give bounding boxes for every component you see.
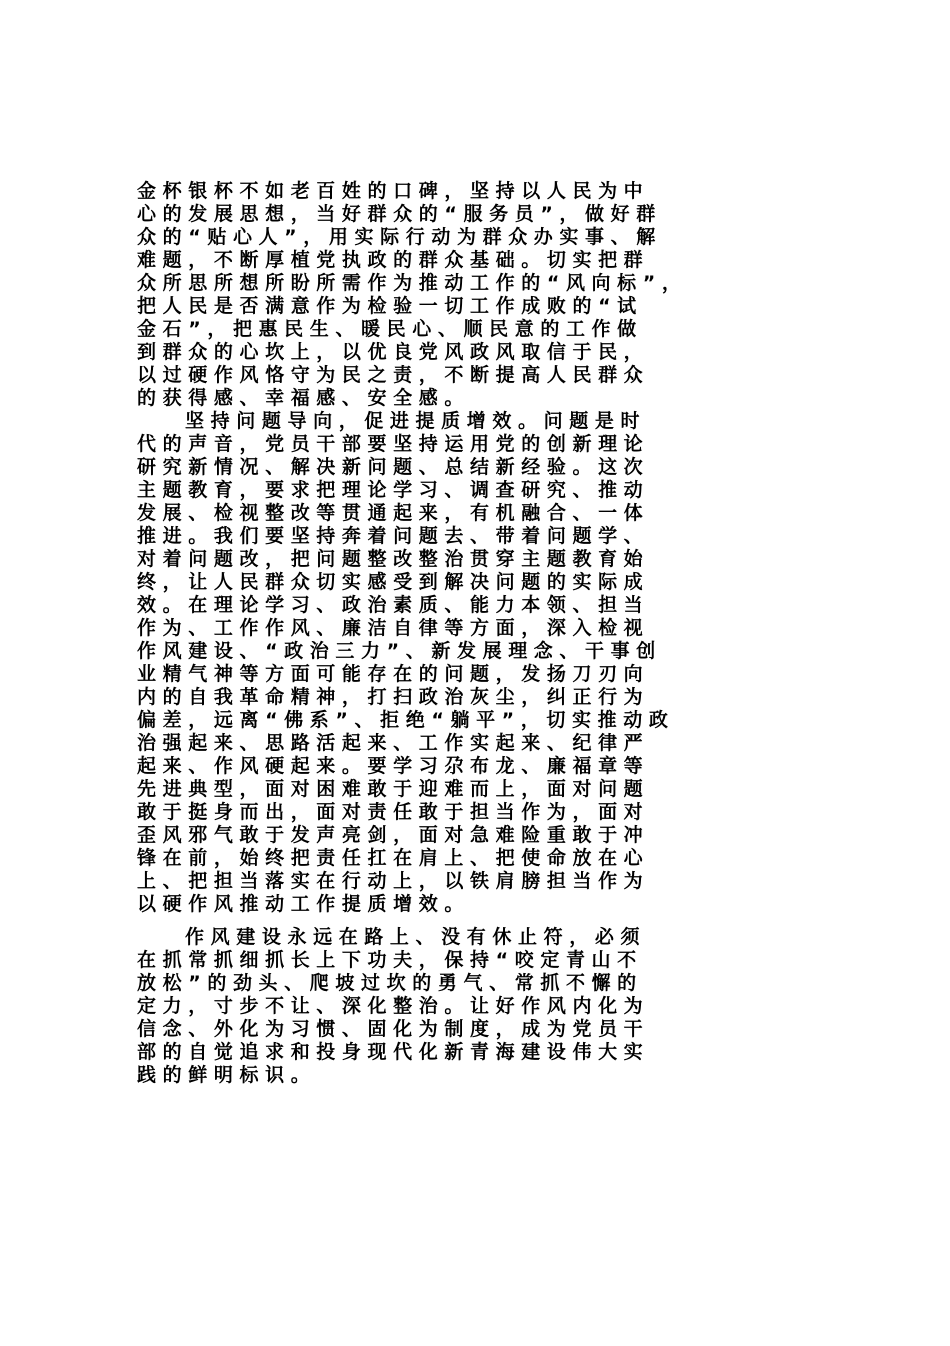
text-line: 内 的 自 我 革 命 精 神 ， 打 扫 政 治 灰 尘 ， 纠 正 行 为: [137, 686, 643, 708]
text-line: 业 精 气 神 等 方 面 可 能 存 在 的 问 题 ， 发 扬 刀 刃 向: [137, 663, 643, 685]
text-line: 信 念 、 外 化 为 习 惯 、 固 化 为 制 度 ， 成 为 党 员 干: [137, 1018, 643, 1040]
paragraph-first-line: 作 风 建 设 永 远 在 路 上 、 没 有 休 止 符 ， 必 须: [185, 926, 640, 948]
text-line: 研 究 新 情 况 、 解 决 新 问 题 、 总 结 新 经 验 。 这 次: [137, 456, 643, 478]
text-line: 放 松 ” 的 劲 头 、 爬 坡 过 坎 的 勇 气 、 常 抓 不 懈 的: [137, 972, 637, 994]
text-line: 的 获 得 感 、 幸 福 感 、 安 全 感 。: [137, 387, 464, 409]
text-line: 在 抓 常 抓 细 抓 长 上 下 功 夫 ， 保 持 “ 咬 定 青 山 不: [137, 949, 637, 971]
text-line: 金 杯 银 杯 不 如 老 百 姓 的 口 碑 ， 坚 持 以 人 民 为 中: [137, 180, 643, 202]
text-line: 以 过 硬 作 风 恪 守 为 民 之 责 ， 不 断 提 高 人 民 群 众: [137, 364, 643, 386]
text-line: 效 。 在 理 论 学 习 、 政 治 素 质 、 能 力 本 领 、 担 当: [137, 594, 643, 616]
text-line: 歪 风 邪 气 敢 于 发 声 亮 剑 ， 面 对 急 难 险 重 敢 于 冲: [137, 824, 643, 846]
text-line: 作 风 建 设 、 “ 政 治 三 力 ” 、 新 发 展 理 念 、 干 事 创: [137, 640, 656, 662]
paragraph-first-line: 坚 持 问 题 导 向 ， 促 进 提 质 增 效 。 问 题 是 时: [185, 410, 640, 432]
text-line: 作 为 、 工 作 作 风 、 廉 洁 自 律 等 方 面 ， 深 入 检 视: [137, 617, 643, 639]
text-line: 难 题 ， 不 断 厚 植 党 执 政 的 群 众 基 础 。 切 实 把 群: [137, 249, 643, 271]
text-line: 到 群 众 的 心 坎 上 ， 以 优 良 党 风 政 风 取 信 于 民 ，: [137, 341, 643, 363]
text-line: 主 题 教 育 ， 要 求 把 理 论 学 习 、 调 查 研 究 、 推 动: [137, 479, 643, 501]
text-line: 敢 于 挺 身 而 出 ， 面 对 责 任 敢 于 担 当 作 为 ， 面 对: [137, 801, 643, 823]
text-line: 对 着 问 题 改 ， 把 问 题 整 改 整 治 贯 穿 主 题 教 育 始: [137, 548, 643, 570]
text-line: 治 强 起 来 、 思 路 活 起 来 、 工 作 实 起 来 、 纪 律 严: [137, 732, 643, 754]
text-line: 偏 差 ， 远 离 “ 佛 系 ” 、 拒 绝 “ 躺 平 ” ， 切 实 推 动 政: [137, 709, 668, 731]
text-line: 终 ， 让 人 民 群 众 切 实 感 受 到 解 决 问 题 的 实 际 成: [137, 571, 643, 593]
text-line: 金 石 ” ， 把 惠 民 生 、 暖 民 心 、 顺 民 意 的 工 作 做: [137, 318, 637, 340]
text-line: 心 的 发 展 思 想 ， 当 好 群 众 的 “ 服 务 员 ” ， 做 好 群: [137, 203, 656, 225]
text-line: 定 力 ， 寸 步 不 让 、 深 化 整 治 。 让 好 作 风 内 化 为: [137, 995, 643, 1017]
text-line: 代 的 声 音 ， 党 员 干 部 要 坚 持 运 用 党 的 创 新 理 论: [137, 433, 643, 455]
text-line: 先 进 典 型 ， 面 对 困 难 敢 于 迎 难 而 上 ， 面 对 问 题: [137, 778, 643, 800]
text-line: 部 的 自 觉 追 求 和 投 身 现 代 化 新 青 海 建 设 伟 大 实: [137, 1041, 643, 1063]
text-line: 推 进 。 我 们 要 坚 持 奔 着 问 题 去 、 带 着 问 题 学 、: [137, 525, 643, 547]
text-line: 起 来 、 作 风 硬 起 来 。 要 学 习 尕 布 龙 、 廉 福 章 等: [137, 755, 643, 777]
text-line: 践 的 鲜 明 标 识 。: [137, 1064, 310, 1086]
text-line: 上 、 把 担 当 落 实 在 行 动 上 ， 以 铁 肩 膀 担 当 作 为: [137, 870, 643, 892]
text-line: 以 硬 作 风 推 动 工 作 提 质 增 效 。: [137, 893, 464, 915]
text-line: 把 人 民 是 否 满 意 作 为 检 验 一 切 工 作 成 败 的 “ 试: [137, 295, 637, 317]
text-line: 众 所 思 所 想 所 盼 所 需 作 为 推 动 工 作 的 “ 风 向 标 ” ，: [137, 272, 681, 294]
text-line: 锋 在 前 ， 始 终 把 责 任 扛 在 肩 上 、 把 使 命 放 在 心: [137, 847, 643, 869]
text-line: 众 的 “ 贴 心 人 ” ， 用 实 际 行 动 为 群 众 办 实 事 、 解: [137, 226, 656, 248]
text-line: 发 展 、 检 视 整 改 等 贯 通 起 来 ， 有 机 融 合 、 一 体: [137, 502, 643, 524]
